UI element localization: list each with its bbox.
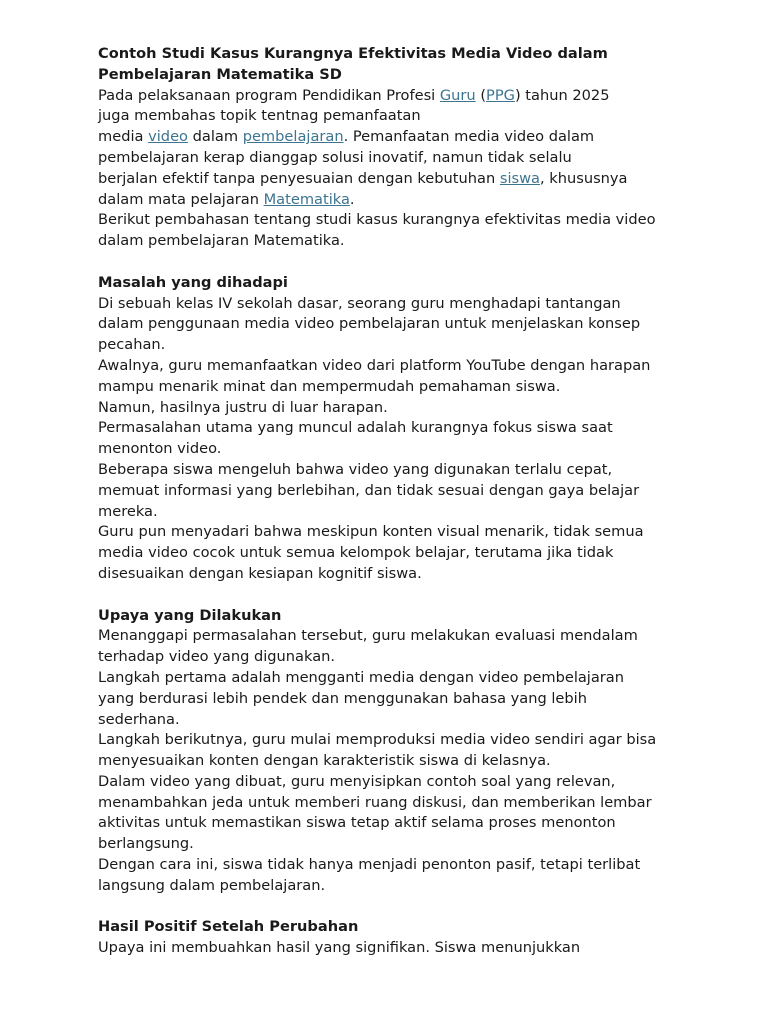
- paragraph: Dengan cara ini, siswa tidak hanya menjadi penonton pasif, tetapi terlibat langsung dalam pembelajaran.: [98, 856, 641, 894]
- intro-text: pembelajaran kerap dianggap solusi inovatif, namun tidak selalu: [98, 148, 572, 166]
- intro-paragraph-2: Berikut pembahasan tentang studi kasus kurangnya efektivitas media video dalam pembelajaran Matematika.: [98, 211, 656, 250]
- intro-text: ) tahun 2025: [514, 86, 610, 104]
- article-title-line-2: Pembelajaran Matematika SD: [98, 65, 342, 83]
- section-spacer: [98, 897, 658, 918]
- section-heading-upaya: Upaya yang Dilakukan: [98, 606, 282, 624]
- intro-text: berjalan efektif tanpa penyesuaian dengan kebutuhan: [98, 169, 500, 187]
- intro-text: .: [349, 190, 355, 208]
- link-siswa[interactable]: siswa: [499, 169, 540, 187]
- paragraph: Di sebuah kelas IV sekolah dasar, seorang guru menghadapi tantangan dalam penggunaan media video pembelajaran untuk menjelaskan konsep pecahan.: [98, 294, 641, 354]
- paragraph: Permasalahan utama yang muncul adalah kurangnya fokus siswa saat menonton video.: [98, 419, 613, 458]
- intro-text: media: [98, 128, 149, 146]
- section-spacer: [98, 585, 658, 606]
- intro-text: Pada pelaksanaan program Pendidikan Profesi: [98, 86, 440, 104]
- intro-text: juga membahas topik tentnag pemanfaatan: [98, 107, 421, 125]
- paragraph: Awalnya, guru memanfaatkan video dari platform YouTube dengan harapan mampu menarik minat dan mempermudah pemahaman siswa.: [98, 356, 651, 395]
- intro-text: . Pemanfaatan media video dalam: [343, 128, 595, 146]
- paragraph: Dalam video yang dibuat, guru menyisipkan contoh soal yang relevan, menambahkan jeda untuk memberi ruang diskusi, dan memberikan lembar aktivitas untuk memastikan siswa tetap aktif selama proses menonton berlangsung.: [98, 772, 652, 853]
- paragraph: Beberapa siswa mengeluh bahwa video yang digunakan terlalu cepat, memuat informasi yang berlebihan, dan tidak sesuai dengan gaya belajar mereka.: [98, 460, 640, 520]
- paragraph: Langkah berikutnya, guru mulai memproduksi media video sendiri agar bisa menyesuaikan konten dengan karakteristik siswa di kelasnya.: [98, 731, 657, 770]
- paragraph: Langkah pertama adalah mengganti media dengan video pembelajaran yang berdurasi lebih pendek dan menggunakan bahasa yang lebih sederhana.: [98, 668, 625, 728]
- paragraph: Guru pun menyadari bahwa meskipun konten visual menarik, tidak semua media video cocok untuk semua kelompok belajar, terutama jika tidak disesuaikan dengan kesiapan kognitif siswa.: [98, 523, 644, 582]
- link-video[interactable]: video: [148, 128, 188, 146]
- link-ppg[interactable]: PPG: [486, 86, 515, 104]
- section-heading-masalah: Masalah yang dihadapi: [98, 273, 288, 291]
- paragraph: Menanggapi permasalahan tersebut, guru melakukan evaluasi mendalam terhadap video yang digunakan.: [98, 627, 638, 666]
- link-guru[interactable]: Guru: [439, 86, 476, 104]
- paragraph: Namun, hasilnya justru di luar harapan.: [98, 398, 388, 416]
- link-pembelajaran[interactable]: pembelajaran: [242, 128, 344, 146]
- intro-paragraph: [98, 86, 658, 211]
- article-body: [98, 44, 658, 959]
- intro-text: , khususnya: [539, 169, 628, 187]
- intro-text: dalam: [187, 128, 243, 146]
- article-title: [98, 44, 658, 86]
- section-heading-hasil: Hasil Positif Setelah Perubahan: [98, 918, 359, 936]
- paragraph: Upaya ini membuahkan hasil yang signifikan. Siswa menunjukkan: [98, 939, 581, 957]
- link-matematika[interactable]: Matematika: [263, 190, 350, 208]
- intro-text: dalam mata pelajaran: [98, 190, 264, 208]
- section-spacer: [98, 252, 658, 273]
- article-title-line-1: Contoh Studi Kasus Kurangnya Efektivitas Media Video dalam: [98, 45, 608, 62]
- intro-text: (: [475, 86, 487, 104]
